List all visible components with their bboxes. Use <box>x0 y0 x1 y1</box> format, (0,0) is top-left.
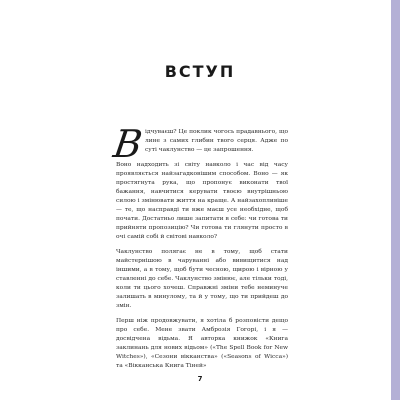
paragraph-3: Чаклунство полягає не в тому, щоб стати майстернішою в чаруванні або вивищитися над іншими, а в тому, щоб бути чесною, щирою і вірною у ставленні до себе. Чаклунство змінює, але тільки тоді, коли ти цього хочеш. Справжні зміни тебе неминуче залишать в минулому, та й у тому, що ти прийдеш до змін. <box>116 249 288 309</box>
page-edge-strip <box>391 0 400 400</box>
paragraph-2: Воно надходить зі світу навколо і час від часу проявляється найзагадковішим способом. Воно — як простягнута рука, що пропонує виконати твої бажання, навчитися керувати твоєю внутрішньою силою і змінювати життя на краще. А найзахопливіше — те, що насправді ти вже маєш усе необхідне, щоб почати. Достатньо лише запитати в себе: чи готова ти прийняти пропозицію? Чи готова ти глянути просто в очі самій собі й світові навколо? <box>116 162 288 240</box>
drop-cap: В <box>110 122 146 166</box>
paragraph-4: Перш ніж продовжувати, я хотіла б розповісти дещо про себе. Мене звати Амброзія Гогорі, і я — досвідчена відьма. Я авторка книжок «Книга заклинань для нових відьом» («The Spell Book for New Witches»), «Сезони вікканства» («Seasons of Wicca») та «Вікканська Книга Тіней» <box>116 318 288 369</box>
paragraph-1 <box>110 122 288 166</box>
paragraph-1-text: ідчуваєш? Це поклик чогось прадавнього, що лине з самих глибин твого серця. Адже по суті чаклунство — це запрошення. <box>144 129 288 153</box>
page-number: 7 <box>197 375 203 383</box>
chapter-body <box>110 122 288 377</box>
chapter-title: ВСТУП <box>164 62 236 81</box>
